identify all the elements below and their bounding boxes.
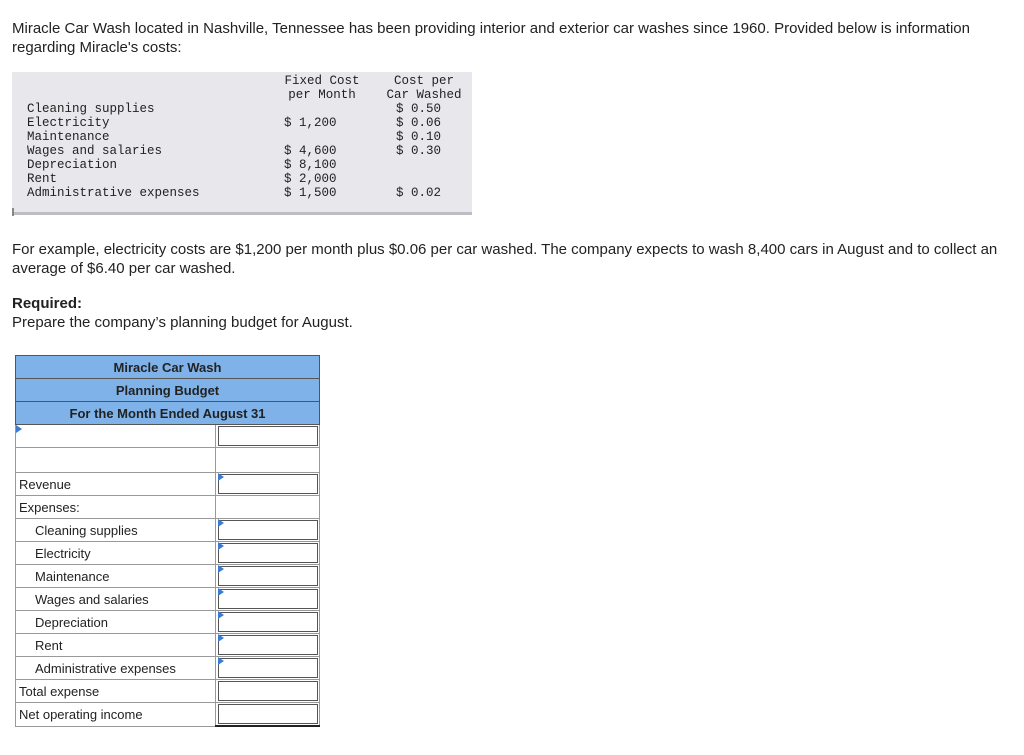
wages-input[interactable] (218, 589, 318, 609)
revenue-label: Revenue (16, 473, 216, 496)
expense-item-label: Wages and salaries (16, 588, 216, 611)
expense-item-label: Electricity (16, 542, 216, 565)
net-income-input[interactable] (218, 704, 318, 724)
cost-row-var: $ 0.10 (396, 130, 442, 144)
table-divider (12, 208, 14, 216)
revenue-input[interactable] (218, 474, 318, 494)
intro-text: Miracle Car Wash located in Nashville, Tennessee has been providing interior and exterior car washes since 1960. Provided below is information regarding Miracle's costs: (12, 20, 970, 56)
input-arrow-icon (218, 542, 224, 550)
cost-row-label: Electricity (27, 116, 110, 130)
total-expense-label: Total expense (16, 680, 216, 703)
input-arrow-icon (218, 565, 224, 573)
budget-title-company: Miracle Car Wash (16, 356, 320, 379)
input-arrow-icon (218, 657, 224, 665)
header-fixed-1: Fixed Cost (284, 74, 360, 88)
cost-row-fixed: $ 1,200 (284, 116, 337, 130)
activity-label-input[interactable] (16, 425, 216, 448)
input-arrow-icon (218, 588, 224, 596)
cost-row-label: Administrative expenses (27, 186, 200, 200)
total-expense-input[interactable] (218, 681, 318, 701)
cost-table (12, 72, 472, 215)
required-section (12, 294, 353, 332)
cost-row-fixed: $ 4,600 (284, 144, 337, 158)
cost-row-var: $ 0.30 (396, 144, 442, 158)
header-fixed-2: per Month (288, 88, 356, 102)
header-var-1: Cost per (393, 74, 454, 88)
expense-item-label: Administrative expenses (16, 657, 216, 680)
maintenance-input[interactable] (218, 566, 318, 586)
cost-row-fixed: $ 1,500 (284, 186, 337, 200)
cost-row-fixed: $ 8,100 (284, 158, 337, 172)
cost-row-var: $ 0.06 (396, 116, 442, 130)
rent-input[interactable] (218, 635, 318, 655)
input-arrow-icon (218, 611, 224, 619)
cost-row-label: Depreciation (27, 158, 118, 172)
cost-row-label: Cleaning supplies (27, 102, 155, 116)
expenses-label: Expenses: (16, 496, 216, 519)
cleaning-supplies-input[interactable] (218, 520, 318, 540)
required-heading: Required: (12, 295, 83, 312)
cost-row-label: Wages and salaries (27, 144, 163, 158)
electricity-input[interactable] (218, 543, 318, 563)
example-paragraph: For example, electricity costs are $1,200 per month plus $0.06 per car washed. The company expects to wash 8,400 cars in August and to collect an average of $6.40 per car washed. (12, 241, 998, 277)
budget-title-name: Planning Budget (16, 379, 320, 402)
administrative-input[interactable] (218, 658, 318, 678)
cost-row-var: $ 0.02 (396, 186, 442, 200)
expense-item-label: Cleaning supplies (16, 519, 216, 542)
cost-row-var: $ 0.50 (396, 102, 442, 116)
budget-title-period: For the Month Ended August 31 (16, 402, 320, 425)
cost-row-label: Maintenance (27, 130, 110, 144)
cost-row-label: Rent (27, 172, 58, 186)
input-arrow-icon (218, 473, 224, 481)
input-arrow-icon (218, 519, 224, 527)
dropdown-arrow-icon (16, 425, 22, 433)
expense-item-label: Rent (16, 634, 216, 657)
activity-value-input[interactable] (218, 426, 318, 446)
expense-item-label: Maintenance (16, 565, 216, 588)
net-income-label: Net operating income (16, 703, 216, 727)
required-text: Prepare the company’s planning budget for August. (12, 314, 353, 331)
expense-item-label: Depreciation (16, 611, 216, 634)
input-arrow-icon (218, 634, 224, 642)
cost-row-fixed: $ 2,000 (284, 172, 337, 186)
depreciation-input[interactable] (218, 612, 318, 632)
header-var-2: Car Washed (386, 88, 462, 102)
planning-budget-table (15, 355, 320, 727)
